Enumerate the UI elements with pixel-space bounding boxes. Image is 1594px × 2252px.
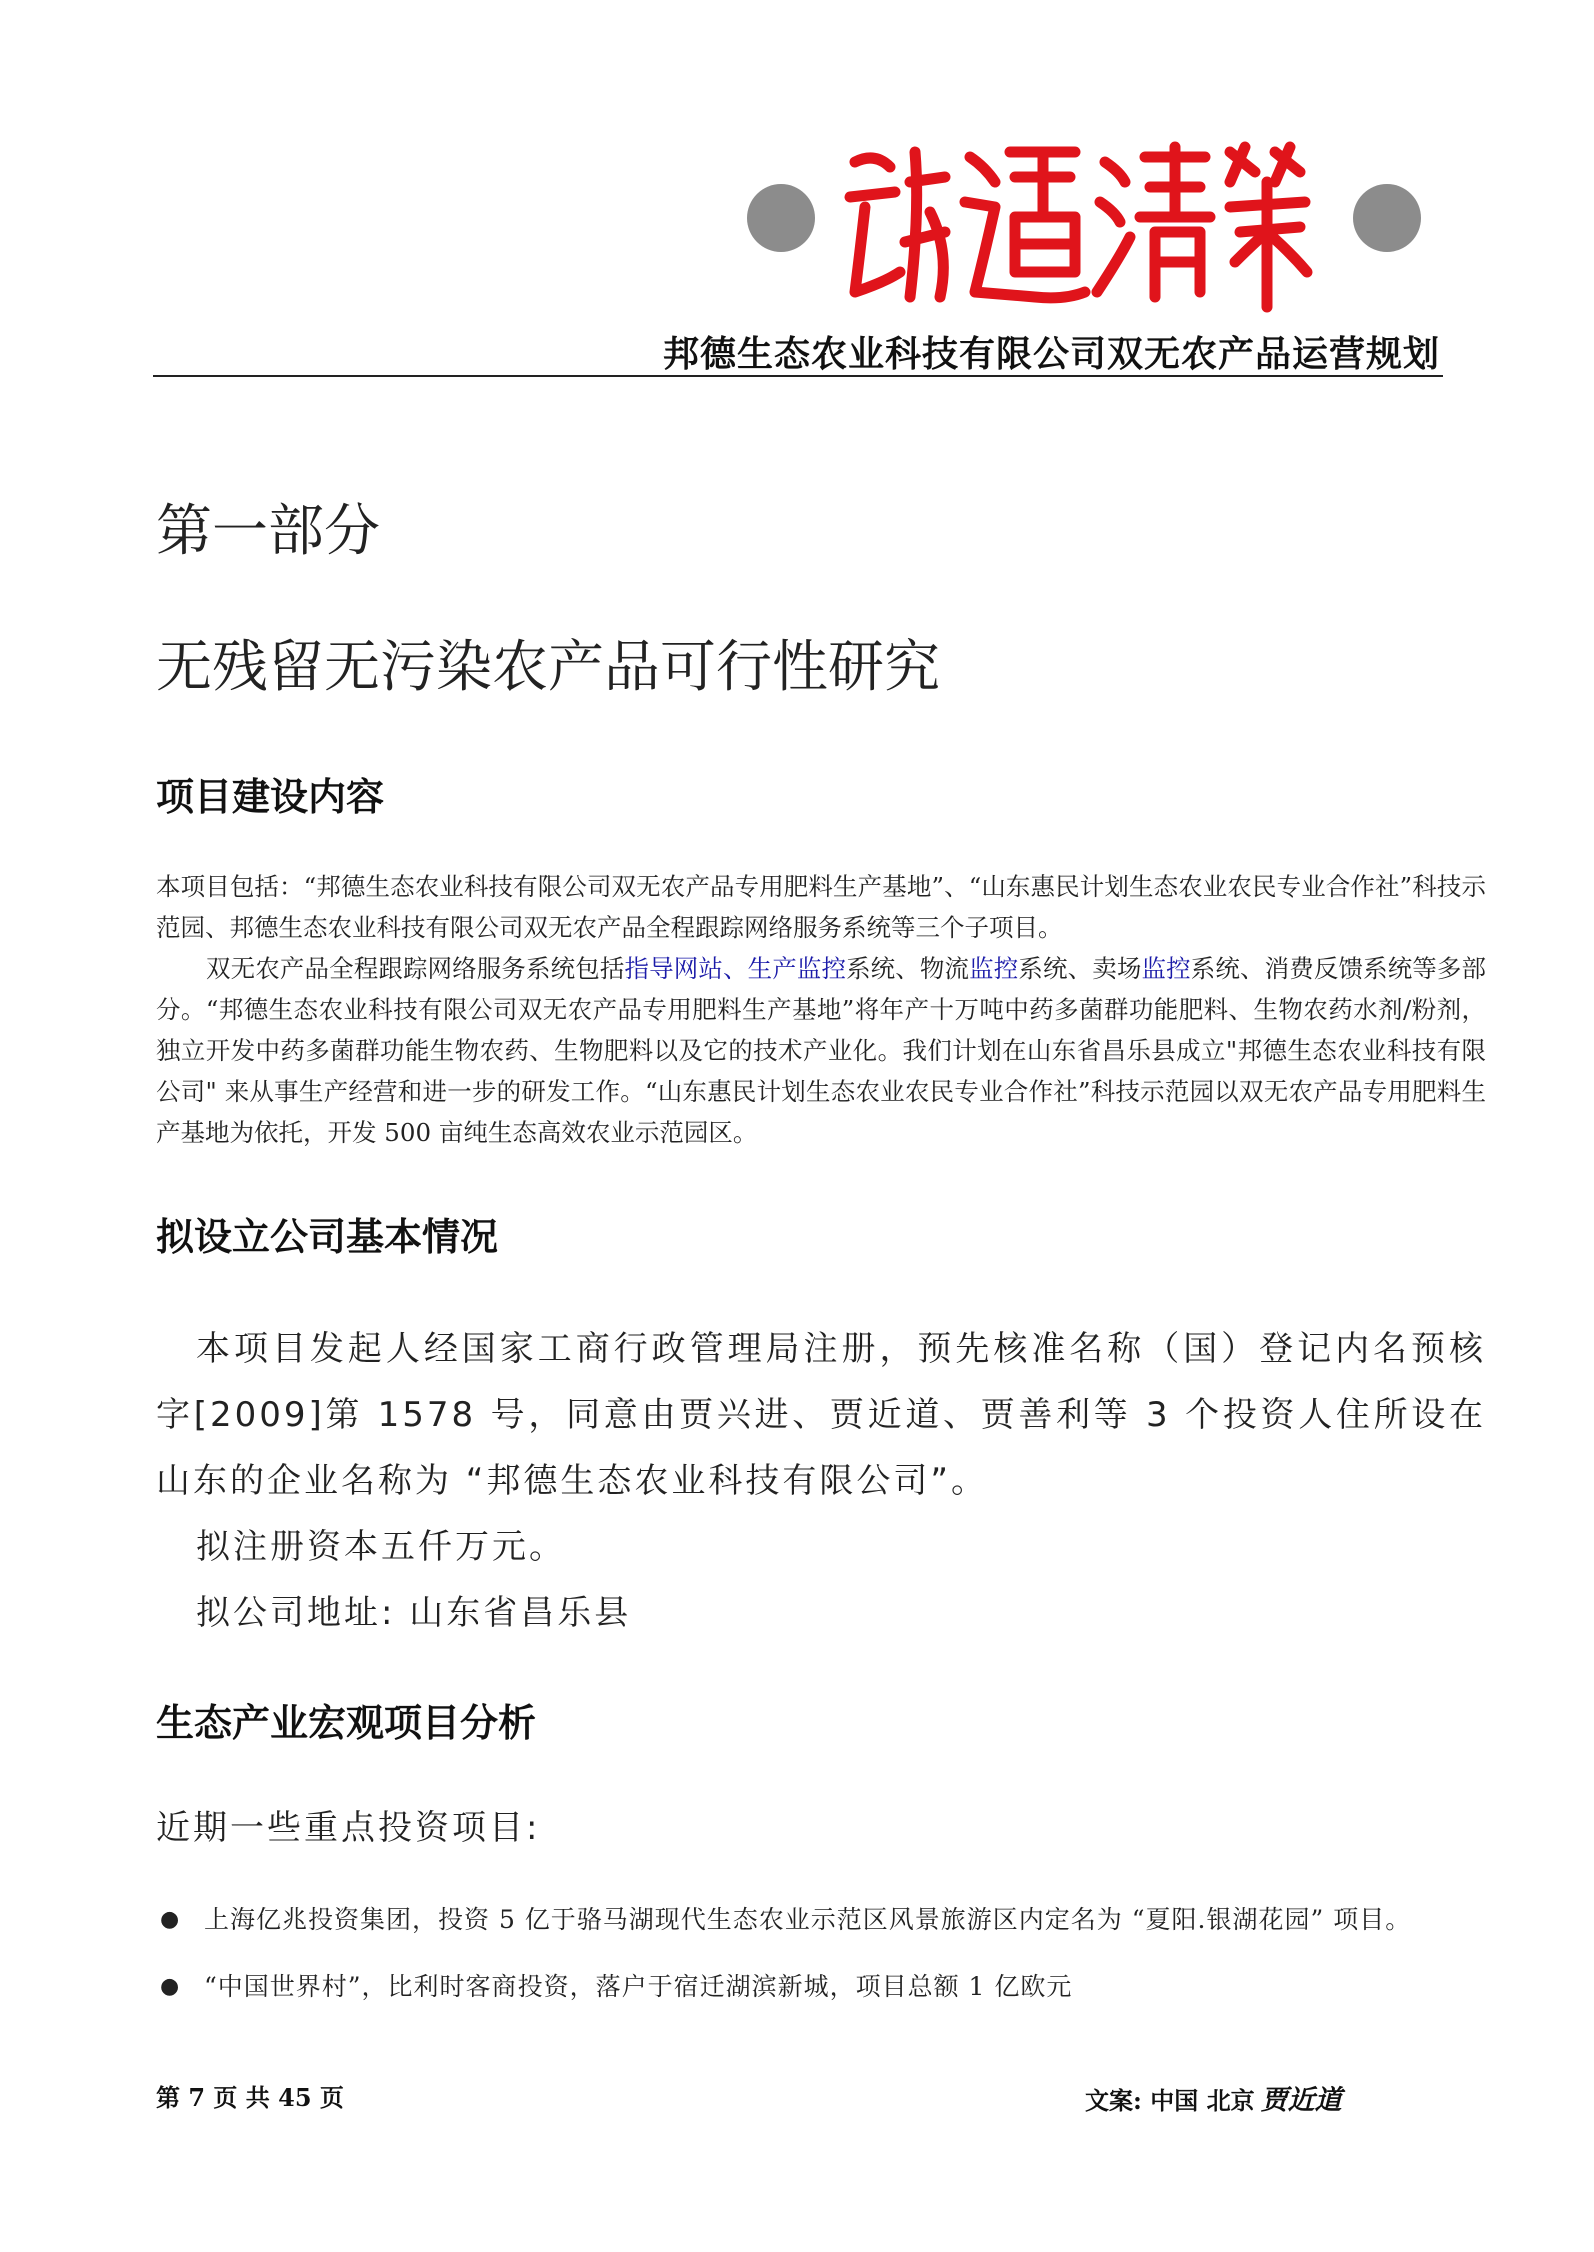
text: 系统、消费反馈系统等多部分。“邦德生态农业科技有限公司双无农产品专用肥料生产基地”将年产十万吨中药多菌群功能肥料、生物农药水剂/粉剂，独立开发中药多菌群功能生物农药、生物肥料以及它的技术产业化。我们计划在山东省昌乐县成立"邦德生态农业科技有限公司" 来从事生产经营和进一步的研发工作。“山东惠民计划生态农业农民专业合作社”科技示范园以双无农产品专用肥料生产基地为依托，开发 500 亩纯生态高效农业示范园区。 (156, 954, 1487, 1147)
part-label: 第一部分 (156, 499, 380, 564)
seal-calligraphy-logo (835, 122, 1315, 322)
paragraph: 本项目包括：“邦德生态农业科技有限公司双无农产品专用肥料生产基地”、“山东惠民计划生态农业农民专业合作社”科技示范园、邦德生态农业科技有限公司双无农产品全程跟踪网络服务系统等三个子项目。 (156, 872, 1486, 942)
text: 双无农产品全程跟踪网络服务系统包括 (206, 954, 625, 983)
text: 系统、卖场 (1018, 954, 1142, 983)
header-logo (735, 122, 1425, 322)
part-subtitle: 无残留无污染农产品可行性研究 (156, 635, 940, 700)
section-body-company-info (156, 1316, 1486, 1646)
paragraph (156, 948, 1486, 1153)
logo-right-dot (1353, 184, 1421, 252)
footer-credit (1085, 2078, 1342, 2117)
paragraph-registered-capital: 拟注册资本五仟万元。 (196, 1527, 566, 1567)
link-guidance-site[interactable]: 指导网站、生产监控 (624, 954, 847, 983)
section-lead-text: 近期一些重点投资项目: (156, 1808, 541, 1848)
bullet-icon: ● (160, 1907, 181, 1932)
section-heading-company-info: 拟设立公司基本情况 (156, 1215, 499, 1259)
list-item-text: “中国世界村”，比利时客商投资，落户于宿迁湖滨新城，项目总额 1 亿欧元 (204, 1972, 1073, 2001)
document-header-title: 邦德生态农业科技有限公司双无农产品运营规划 (662, 334, 1440, 375)
section-body-project-content (156, 866, 1486, 1153)
paragraph: 本项目发起人经国家工商行政管理局注册，预先核准名称（国）登记内名预核字[2009]第 1578 号，同意由贾兴进、贾近道、贾善利等 3 个投资人住所设在山东的企业名称为 “邦德生态农业科技有限公司”。 (156, 1329, 1486, 1501)
header-divider (153, 375, 1443, 377)
list-item (160, 1967, 1490, 2003)
link-logistics-monitoring[interactable]: 监控 (969, 954, 1019, 983)
list-item (160, 1900, 1490, 1936)
link-store-monitoring[interactable]: 监控 (1141, 954, 1191, 983)
paragraph-company-address: 拟公司地址: 山东省昌乐县 (196, 1593, 632, 1633)
bullet-icon: ● (160, 1974, 181, 1999)
text: 系统、物流 (846, 954, 970, 983)
logo-left-dot (747, 184, 815, 252)
footer-author-signature: 贾近道 (1260, 2085, 1342, 2116)
footer-page-number: 第 7 页 共 45 页 (156, 2083, 344, 2112)
section-heading-macro-analysis: 生态产业宏观项目分析 (156, 1701, 537, 1745)
section-heading-project-content: 项目建设内容 (156, 775, 385, 819)
list-item-text: 上海亿兆投资集团，投资 5 亿于骆马湖现代生态农业示范区风景旅游区内定名为 “夏阳.银湖花园” 项目。 (204, 1905, 1412, 1934)
footer-credit-prefix: 文案: 中国 北京 (1085, 2086, 1255, 2115)
